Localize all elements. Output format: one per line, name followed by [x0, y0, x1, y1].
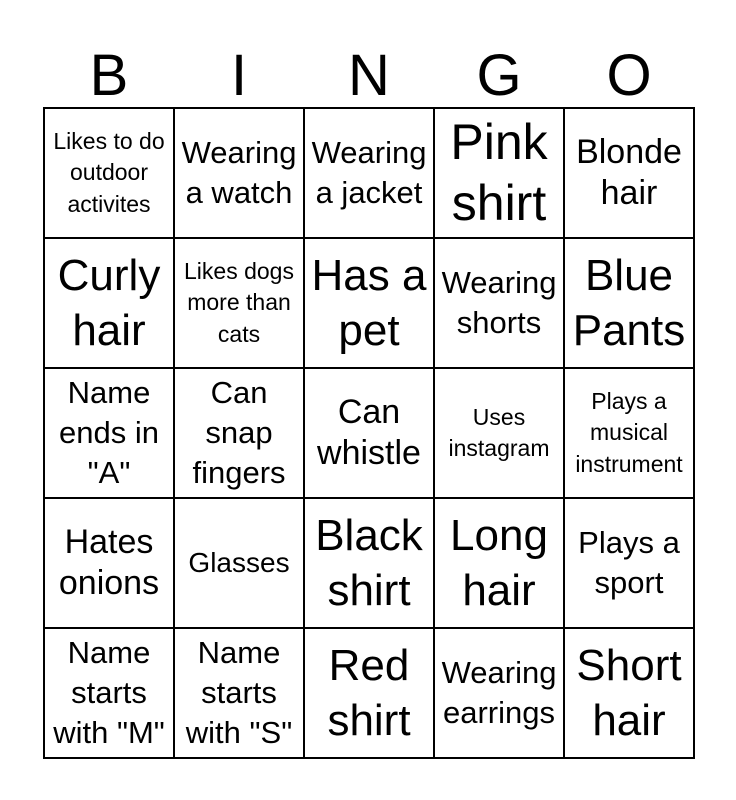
- bingo-cell[interactable]: [434, 368, 564, 498]
- header-letter-b: B: [89, 43, 129, 108]
- cell-text: Uses instagram: [448, 403, 550, 461]
- bingo-cell[interactable]: [44, 108, 174, 238]
- bingo-cell[interactable]: [434, 108, 564, 238]
- cell-text: Pink shirt: [450, 114, 548, 231]
- cell-text: Wearing a watch: [181, 134, 297, 210]
- bingo-cell[interactable]: [174, 238, 304, 368]
- bingo-cell[interactable]: [174, 628, 304, 758]
- bingo-cell[interactable]: [564, 498, 694, 628]
- header-letter-g: G: [476, 43, 522, 108]
- bingo-header: [44, 44, 694, 108]
- cell-text: Blue Pants: [572, 250, 686, 355]
- cell-text: Wearing a jacket: [311, 134, 427, 210]
- cell-text: Name starts with "S": [185, 634, 293, 751]
- cell-text: Blonde hair: [576, 132, 682, 212]
- bingo-cell[interactable]: [564, 108, 694, 238]
- cell-text: Wearing earrings: [441, 654, 557, 730]
- bingo-cell[interactable]: [44, 628, 174, 758]
- cell-text: Has a pet: [311, 250, 427, 355]
- bingo-cell[interactable]: [44, 498, 174, 628]
- bingo-cell[interactable]: [174, 108, 304, 238]
- bingo-cell[interactable]: [44, 368, 174, 498]
- bingo-cell[interactable]: [304, 628, 434, 758]
- bingo-cell[interactable]: [304, 108, 434, 238]
- bingo-cell[interactable]: [564, 368, 694, 498]
- cell-text: Glasses: [188, 547, 290, 579]
- cell-text: Red shirt: [327, 640, 411, 745]
- cell-text: Curly hair: [57, 250, 161, 355]
- bingo-cell[interactable]: [434, 628, 564, 758]
- cell-text: Plays a sport: [578, 524, 680, 600]
- bingo-board: [43, 107, 695, 759]
- bingo-cell[interactable]: [304, 368, 434, 498]
- cell-text: Long hair: [450, 510, 548, 615]
- bingo-cell[interactable]: [564, 628, 694, 758]
- cell-text: Hates onions: [58, 522, 160, 602]
- cell-text: Likes to do outdoor activites: [53, 128, 165, 217]
- bingo-cell[interactable]: [304, 238, 434, 368]
- bingo-cell[interactable]: [434, 238, 564, 368]
- header-letter-i: I: [230, 43, 248, 108]
- cell-text: Likes dogs more than cats: [184, 258, 294, 347]
- cell-text: Can whistle: [317, 392, 421, 472]
- cell-text: Short hair: [576, 640, 682, 745]
- bingo-cell[interactable]: [434, 498, 564, 628]
- bingo-cell[interactable]: [174, 498, 304, 628]
- cell-text: Black shirt: [315, 510, 423, 615]
- cell-text: Can snap fingers: [192, 374, 286, 491]
- bingo-cell[interactable]: [174, 368, 304, 498]
- cell-text: Plays a musical instrument: [575, 388, 683, 477]
- cell-text: Name ends in "A": [59, 374, 159, 491]
- header-letter-o: O: [606, 43, 652, 108]
- bingo-cell[interactable]: [304, 498, 434, 628]
- cell-text: Wearing shorts: [441, 264, 557, 340]
- header-letter-n: N: [348, 43, 390, 108]
- bingo-cell[interactable]: [44, 238, 174, 368]
- bingo-cell[interactable]: [564, 238, 694, 368]
- cell-text: Name starts with "M": [53, 634, 165, 751]
